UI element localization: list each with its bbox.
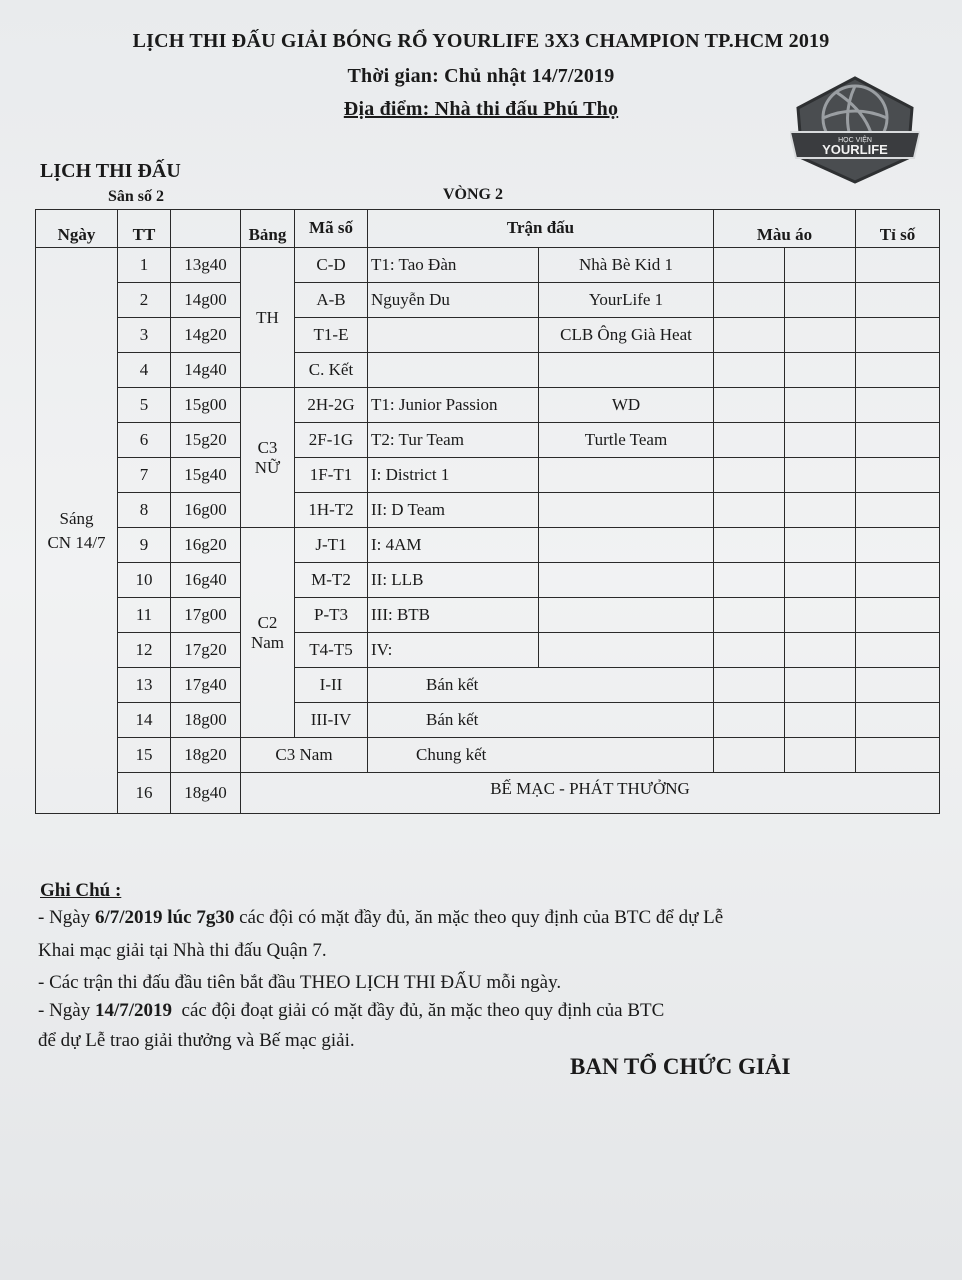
row-time: 15g40 — [171, 458, 241, 493]
row-team1: I: 4AM — [368, 528, 539, 563]
row-time: 17g00 — [171, 598, 241, 633]
row-time: 18g00 — [171, 703, 241, 738]
note-4-pre: - Ngày — [38, 1000, 95, 1021]
note-line-3: - Các trận thi đấu đầu tiên bắt đầu THEO LỊCH THI ĐẤU mỗi ngày. — [38, 972, 562, 993]
row-code: P-T3 — [295, 598, 368, 633]
row-time: 18g40 — [171, 773, 241, 814]
row-code: 1H-T2 — [295, 493, 368, 528]
row-no: 8 — [118, 493, 171, 528]
row-time: 14g20 — [171, 318, 241, 353]
row-no: 13 — [118, 668, 171, 703]
row-jersey2 — [785, 423, 856, 458]
row-code: C-D — [295, 248, 368, 283]
row-code: 2H-2G — [295, 388, 368, 423]
group-c3-nu-line2: NỮ — [254, 457, 281, 477]
row-no: 10 — [118, 563, 171, 598]
row-jersey2 — [785, 248, 856, 283]
closing-ceremony: BẾ MẠC - PHÁT THƯỞNG — [241, 773, 940, 814]
table-row — [36, 353, 940, 388]
row-code: A-B — [295, 283, 368, 318]
row-code: T4-T5 — [295, 633, 368, 668]
row-team1: IV: — [368, 633, 539, 668]
header-jersey: Màu áo — [714, 210, 856, 248]
row-jersey1 — [714, 458, 785, 493]
row-jersey1 — [714, 353, 785, 388]
group-th: TH — [241, 248, 295, 388]
row-time: 16g20 — [171, 528, 241, 563]
table-row — [36, 458, 940, 493]
note-1-bold: 6/7/2019 lúc 7g30 — [94, 907, 235, 928]
row-jersey2 — [785, 598, 856, 633]
group-c2-nam-line1: C2 — [257, 612, 278, 632]
row-match: Bán kết — [368, 703, 714, 738]
row-team2 — [539, 598, 714, 633]
table-row — [36, 773, 940, 814]
row-time: 13g40 — [171, 248, 241, 283]
row-code: T1-E — [295, 318, 368, 353]
row-score — [856, 738, 940, 773]
row-jersey1 — [714, 738, 785, 773]
group-c3-nu — [241, 388, 295, 528]
note-line-1 — [38, 907, 723, 929]
row-no: 1 — [118, 248, 171, 283]
section-heading: LỊCH THI ĐẤU — [40, 160, 181, 182]
row-team1: T1: Junior Passion — [368, 388, 539, 423]
row-time: 18g20 — [171, 738, 241, 773]
row-team1 — [368, 318, 539, 353]
event-venue-text: Địa điểm: Nhà thi đấu Phú Thọ — [343, 98, 619, 120]
schedule-table — [35, 209, 940, 814]
row-score — [856, 458, 940, 493]
row-score — [856, 248, 940, 283]
row-team2: YourLife 1 — [539, 283, 714, 318]
row-jersey1 — [714, 388, 785, 423]
row-no: 2 — [118, 283, 171, 318]
row-jersey2 — [785, 493, 856, 528]
row-team1: T2: Tur Team — [368, 423, 539, 458]
row-jersey2 — [785, 738, 856, 773]
table-row — [36, 528, 940, 563]
row-team1 — [368, 353, 539, 388]
row-no: 6 — [118, 423, 171, 458]
row-score — [856, 318, 940, 353]
table-row — [36, 283, 940, 318]
row-score — [856, 598, 940, 633]
document-title: LỊCH THI ĐẤU GIẢI BÓNG RỔ YOURLIFE 3X3 CHAMPION TP.HCM 2019 — [132, 30, 830, 52]
row-time: 15g20 — [171, 423, 241, 458]
row-jersey2 — [785, 318, 856, 353]
row-score — [856, 668, 940, 703]
header-score: Tỉ số — [856, 210, 940, 248]
row-no: 5 — [118, 388, 171, 423]
row-no: 16 — [118, 773, 171, 814]
note-1-post: các đội có mặt đầy đủ, ăn mặc theo quy định của BTC để dự Lễ — [234, 907, 724, 928]
logo-brand-text: YOURLIFE — [822, 142, 888, 157]
basketball-hexagon-logo — [790, 74, 920, 186]
table-row — [36, 633, 940, 668]
table-row — [36, 388, 940, 423]
row-match: Chung kết — [368, 738, 714, 773]
row-no: 12 — [118, 633, 171, 668]
note-line-2: Khai mạc giải tại Nhà thi đấu Quận 7. — [38, 940, 327, 961]
row-jersey2 — [785, 528, 856, 563]
row-score — [856, 563, 940, 598]
row-jersey1 — [714, 248, 785, 283]
row-jersey1 — [714, 528, 785, 563]
row-time: 15g00 — [171, 388, 241, 423]
row-code: 1F-T1 — [295, 458, 368, 493]
logo-top-text: HỌC VIỆN — [838, 137, 872, 144]
group-c3-nu-line1: C3 — [257, 437, 278, 457]
event-time: Thời gian: Chủ nhật 14/7/2019 — [347, 65, 615, 87]
row-score — [856, 528, 940, 563]
header-code: Mã số — [295, 210, 368, 248]
row-jersey1 — [714, 493, 785, 528]
row-jersey1 — [714, 598, 785, 633]
table-header-row — [36, 210, 940, 248]
table-row — [36, 248, 940, 283]
row-team2: WD — [539, 388, 714, 423]
row-jersey1 — [714, 283, 785, 318]
row-team2: CLB Ông Già Heat — [539, 318, 714, 353]
row-score — [856, 283, 940, 318]
row-team2 — [539, 458, 714, 493]
note-line-5: để dự Lễ trao giải thưởng và Bế mạc giải. — [38, 1030, 355, 1051]
row-code: M-T2 — [295, 563, 368, 598]
header-date: Ngày — [36, 210, 118, 248]
row-score — [856, 423, 940, 458]
row-team2: Turtle Team — [539, 423, 714, 458]
row-no: 4 — [118, 353, 171, 388]
row-no: 9 — [118, 528, 171, 563]
row-jersey1 — [714, 423, 785, 458]
row-code: 2F-1G — [295, 423, 368, 458]
row-group-code: C3 Nam — [241, 738, 368, 773]
row-jersey2 — [785, 388, 856, 423]
date-line-1: Sáng — [59, 508, 94, 528]
row-team2 — [539, 493, 714, 528]
row-team2 — [539, 353, 714, 388]
header-match: Trận đấu — [368, 210, 714, 248]
note-line-4 — [38, 1000, 664, 1022]
row-team1: Nguyễn Du — [368, 283, 539, 318]
table-row — [36, 598, 940, 633]
notes-title: Ghi Chú : — [40, 880, 122, 901]
row-score — [856, 388, 940, 423]
row-jersey1 — [714, 668, 785, 703]
row-team2 — [539, 528, 714, 563]
row-jersey1 — [714, 703, 785, 738]
table-row — [36, 703, 940, 738]
note-1-pre: - Ngày — [38, 907, 95, 928]
row-time: 14g00 — [171, 283, 241, 318]
row-team2 — [539, 563, 714, 598]
row-team1: II: D Team — [368, 493, 539, 528]
row-score — [856, 353, 940, 388]
group-c2-nam — [241, 528, 295, 738]
table-row — [36, 563, 940, 598]
row-no: 3 — [118, 318, 171, 353]
table-row — [36, 493, 940, 528]
row-jersey2 — [785, 283, 856, 318]
row-no: 11 — [118, 598, 171, 633]
row-match: Bán kết — [368, 668, 714, 703]
row-jersey2 — [785, 353, 856, 388]
row-jersey2 — [785, 668, 856, 703]
row-code: C. Kết — [295, 353, 368, 388]
row-team2 — [539, 633, 714, 668]
row-jersey2 — [785, 703, 856, 738]
header-group: Bảng — [241, 210, 295, 248]
table-row — [36, 423, 940, 458]
row-code: I-II — [295, 668, 368, 703]
header-time — [171, 210, 241, 248]
round-label: VÒNG 2 — [443, 186, 503, 203]
row-time: 17g40 — [171, 668, 241, 703]
row-jersey1 — [714, 563, 785, 598]
group-c2-nam-line2: Nam — [250, 632, 285, 652]
row-score — [856, 493, 940, 528]
row-code: J-T1 — [295, 528, 368, 563]
row-time: 14g40 — [171, 353, 241, 388]
row-no: 15 — [118, 738, 171, 773]
row-jersey1 — [714, 633, 785, 668]
note-4-post: các đội đoạt giải có mặt đầy đủ, ăn mặc theo quy định của BTC — [172, 1000, 665, 1021]
row-score — [856, 633, 940, 668]
row-jersey1 — [714, 318, 785, 353]
header-no: TT — [118, 210, 171, 248]
row-score — [856, 703, 940, 738]
row-jersey2 — [785, 563, 856, 598]
row-time: 16g40 — [171, 563, 241, 598]
row-time: 16g00 — [171, 493, 241, 528]
row-team1: III: BTB — [368, 598, 539, 633]
date-line-2: CN 14/7 — [47, 532, 106, 552]
row-team1: T1: Tao Đàn — [368, 248, 539, 283]
row-no: 14 — [118, 703, 171, 738]
row-no: 7 — [118, 458, 171, 493]
table-row — [36, 668, 940, 703]
signature: BAN TỔ CHỨC GIẢI — [570, 1054, 791, 1079]
table-row — [36, 738, 940, 773]
court-label: Sân số 2 — [108, 188, 165, 205]
row-time: 17g20 — [171, 633, 241, 668]
row-team2: Nhà Bè Kid 1 — [539, 248, 714, 283]
row-team1: I: District 1 — [368, 458, 539, 493]
date-cell — [36, 248, 118, 814]
row-team1: II: LLB — [368, 563, 539, 598]
row-jersey2 — [785, 458, 856, 493]
note-4-bold: 14/7/2019 — [94, 1000, 173, 1021]
table-row — [36, 318, 940, 353]
row-code: III-IV — [295, 703, 368, 738]
row-jersey2 — [785, 633, 856, 668]
